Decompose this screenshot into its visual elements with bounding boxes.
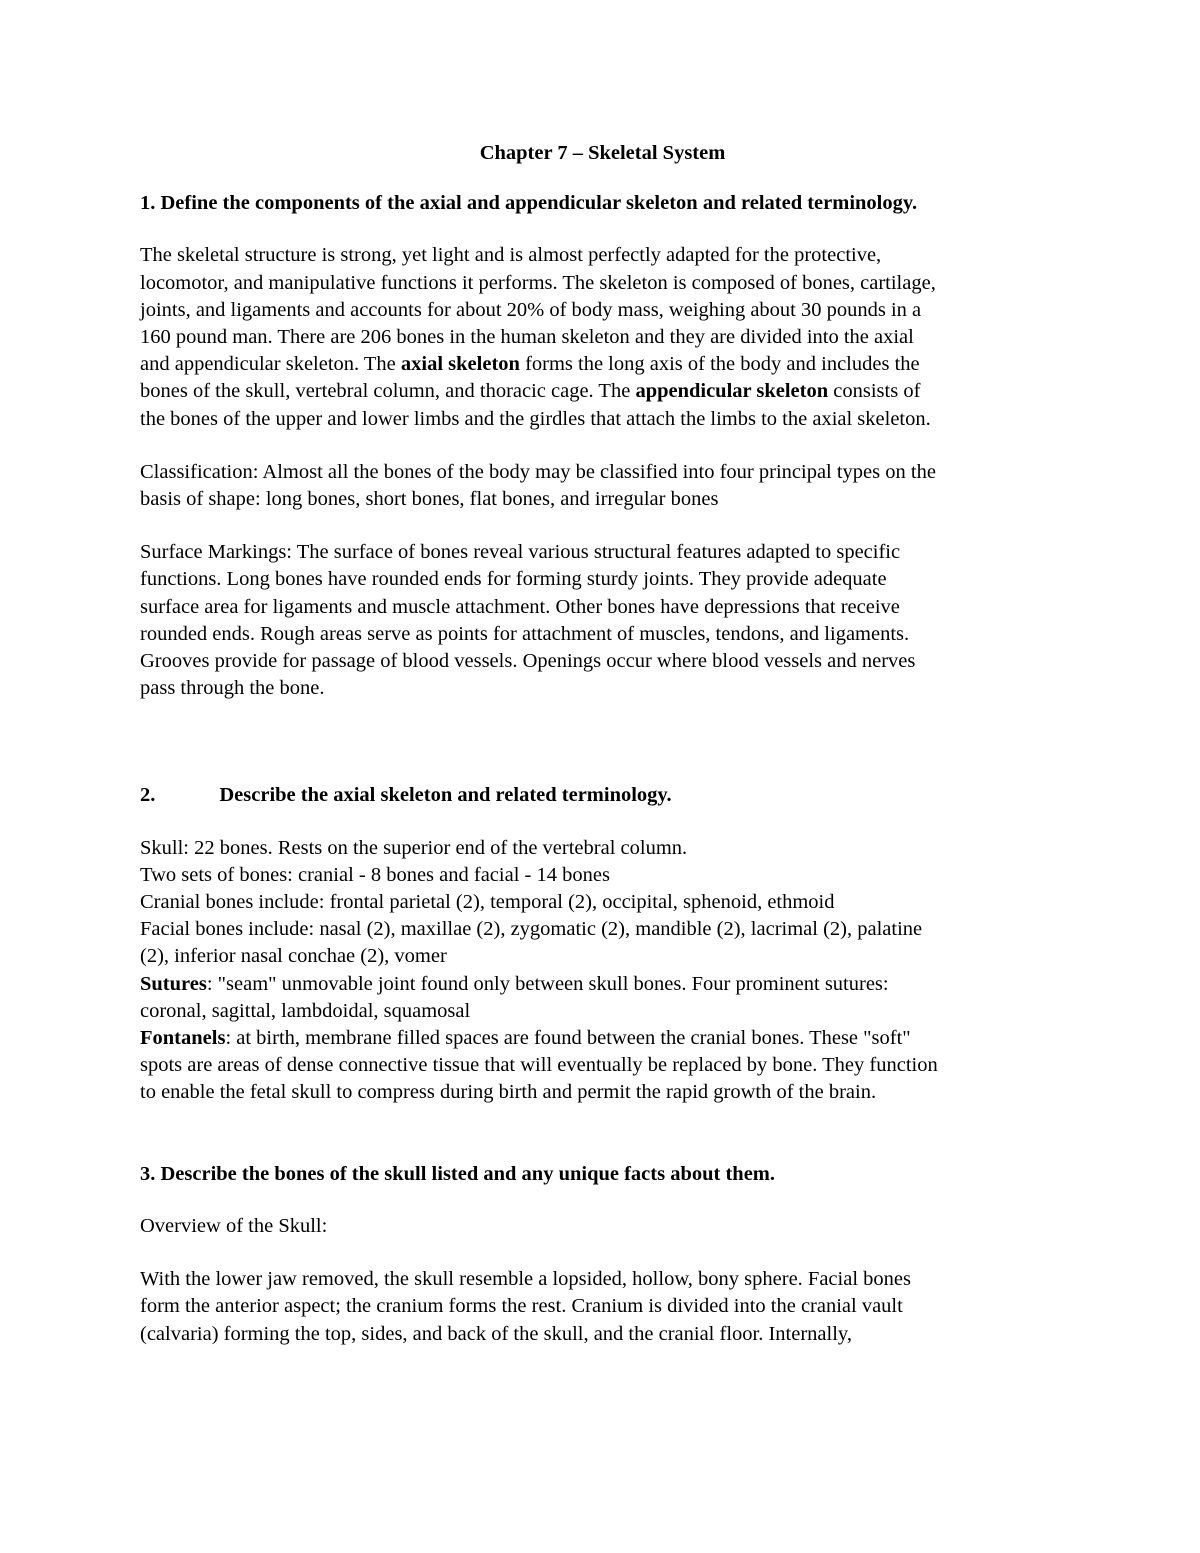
text-run: Cranial bones include: frontal parietal (2), temporal (2), occipital, sphenoid, ethmoid [140,891,835,914]
section-spacer [140,1107,1065,1161]
text-run: bones of the skull, vertebral column, and thoracic cage. The [140,380,636,403]
text-line [140,621,1065,648]
text-run: to enable the fetal skull to compress during birth and permit the rapid growth of the brain. [140,1081,877,1104]
text-line [140,1025,1065,1052]
section-2-number: 2. [140,784,156,807]
text-line [140,971,1065,998]
text-run: the bones of the upper and lower limbs and the girdles that attach the limbs to the axial skeleton. [140,407,931,430]
text-run: surface area for ligaments and muscle attachment. Other bones have depressions that receive [140,595,900,618]
text-run: : at birth, membrane filled spaces are found between the cranial bones. These "soft" [225,1027,911,1050]
bold-term: Sutures [140,972,207,995]
bold-term: Fontanels [140,1027,226,1050]
section-3-heading: 3. Describe the bones of the skull listed and any unique facts about them. [140,1162,775,1185]
text-run: consists of [828,380,921,403]
text-line [140,270,1065,297]
text-line [140,1052,1065,1079]
text-line [140,539,1065,566]
text-line [140,1321,1065,1348]
text-line [140,889,1065,916]
text-line [140,648,1065,675]
text-line [140,835,1065,862]
text-run: functions. Long bones have rounded ends for forming sturdy joints. They provide adequate [140,568,887,591]
text-line [140,242,1065,269]
text-line [140,566,1065,593]
text-line [140,406,1065,433]
text-run: coronal, sagittal, lambdoidal, squamosal [140,999,471,1022]
section-1-paragraph-3 [140,539,1065,702]
section-1-paragraph-2 [140,459,1065,513]
bold-term: axial skeleton [400,353,520,376]
section-2-paragraph-1 [140,835,1065,1107]
text-run: locomotor, and manipulative functions it performs. The skeleton is composed of bones, cartilage, [140,271,936,294]
text-line [140,486,1065,513]
text-line [140,1293,1065,1320]
text-run: rounded ends. Rough areas serve as points for attachment of muscles, tendons, and ligaments. [140,622,910,645]
text-run: (calvaria) forming the top, sides, and back of the skull, and the cranial floor. Internally, [140,1322,852,1345]
text-line [140,862,1065,889]
text-run: Classification: Almost all the bones of the body may be classified into four principal types on the [140,460,936,483]
text-run: Overview of the Skull: [140,1214,328,1237]
section-1-paragraph-1 [140,242,1065,432]
text-line [140,324,1065,351]
section-spacer [140,728,1065,782]
text-run: : "seam" unmovable joint found only between skull bones. Four prominent sutures: [206,972,889,995]
text-run: Grooves provide for passage of blood vessels. Openings occur where blood vessels and nerves [140,650,916,673]
text-run: (2), inferior nasal conchae (2), vomer [140,945,447,968]
text-run: Facial bones include: nasal (2), maxillae (2), zygomatic (2), mandible (2), lacrimal (2), palatine [140,918,923,941]
text-line [140,1266,1065,1293]
text-run: spots are areas of dense connective tissue that will eventually be replaced by bone. They function [140,1054,938,1077]
page-title: Chapter 7 – Skeletal System [479,142,726,164]
text-run: 160 pound man. There are 206 bones in the human skeleton and they are divided into the axial [140,326,914,349]
text-run: basis of shape: long bones, short bones, flat bones, and irregular bones [140,488,719,511]
text-line [140,998,1065,1025]
text-line [140,297,1065,324]
document-body [140,140,1065,1374]
text-line [140,916,1065,943]
text-run: and appendicular skeleton. The [140,353,401,376]
section-1-heading: 1. Define the components of the axial and appendicular skeleton and related terminology. [140,192,918,215]
text-run: pass through the bone. [140,677,325,700]
text-run: joints, and ligaments and accounts for about 20% of body mass, weighing about 30 pounds in a [140,298,922,321]
text-line [140,378,1065,405]
text-line [140,1213,1065,1240]
section-3-paragraph-1 [140,1213,1065,1240]
text-run: Surface Markings: The surface of bones reveal various structural features adapted to specific [140,541,901,564]
text-run: With the lower jaw removed, the skull resemble a lopsided, hollow, bony sphere. Facial bones [140,1268,911,1291]
text-run: Two sets of bones: cranial - 8 bones and facial - 14 bones [140,863,610,886]
text-run: forms the long axis of the body and includes the [519,353,920,376]
text-line [140,675,1065,702]
text-run: form the anterior aspect; the cranium forms the rest. Cranium is divided into the cranial vault [140,1295,903,1318]
text-run: The skeletal structure is strong, yet light and is almost perfectly adapted for the protective, [140,244,882,267]
section-2-heading [140,782,1065,809]
bold-term: appendicular skeleton [635,380,829,403]
text-line [140,943,1065,970]
text-line [140,1079,1065,1106]
text-line [140,459,1065,486]
text-run: Skull: 22 bones. Rests on the superior end of the vertebral column. [140,836,688,859]
text-line [140,594,1065,621]
section-3-paragraph-2 [140,1266,1065,1348]
section-2-heading-text: Describe the axial skeleton and related terminology. [219,784,672,807]
text-line [140,351,1065,378]
